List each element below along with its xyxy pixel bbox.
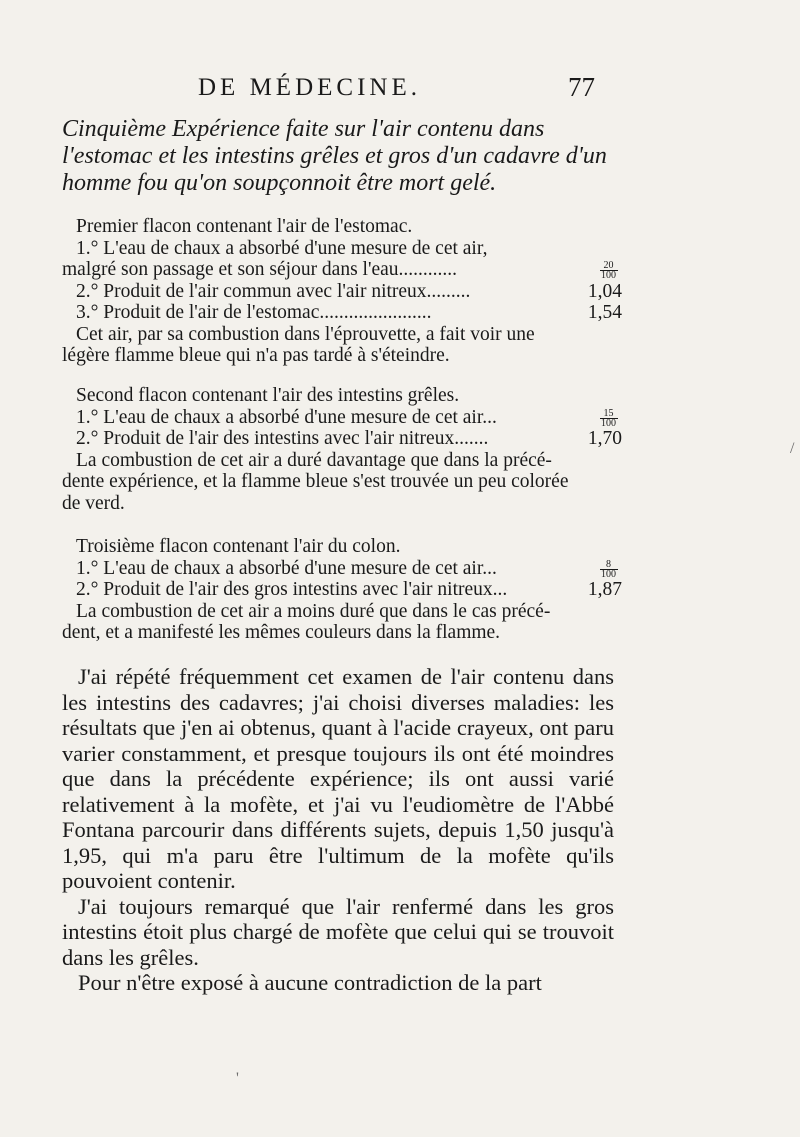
page-header <box>0 70 800 106</box>
flask-3-section <box>62 536 622 644</box>
page-number: 77 <box>568 72 595 102</box>
paragraph: J'ai toujours remarqué que l'air renfermé dans les gros intestins étoit plus chargé de mofète que celui qui se trouvoit dans les grêles. <box>62 893 614 970</box>
flask-1-heading: Premier flacon contenant l'air de l'estomac. <box>76 216 413 237</box>
experiment-title: Cinquième Expérience faite sur l'air contenu dans l'estomac et les intestins grêles et gros d'un cadavre d'un homme fou qu'on soupçonnoit être mort gelé. <box>62 116 607 196</box>
fraction-numerator: 15 <box>603 407 614 419</box>
flask-1-line-4-value: 1,54 <box>587 302 622 323</box>
flask-3-line-1-text: 1.° L'eau de chaux a absorbé d'une mesure de cet air... <box>76 557 497 579</box>
paragraph: Pour n'être exposé à aucune contradiction de la part <box>78 970 542 995</box>
fraction-denominator: 100 <box>601 568 616 580</box>
paragraph: J'ai répété fréquemment cet examen de l'air contenu dans les intestins des cadavres; j'ai choisi diverses maladies: les résultats que j'en ai obtenus, quant à l'acide crayeux, ont paru varier constamment, et presque toujours ils ont été moindres que dans la précédente expérience; ils ont aussi varié relativement à la mofète, et j'ai vu l'eudiomètre de l'Abbé Fontana parcourir dans différents sujets, depuis 1,50 jusqu'à 1,95, qui m'a paru être l'ultimum de la mofète qu'ils pouvoient contenir. <box>62 664 614 893</box>
flask-1-line-2-text: malgré son passage et son séjour dans l'eau............ <box>62 259 458 280</box>
flask-1-fraction <box>599 261 618 280</box>
fraction-numerator: 20 <box>603 260 614 271</box>
flask-2-line-1 <box>62 407 622 429</box>
flask-1-line-2 <box>62 259 622 281</box>
flask-2-line-4: dente expérience, et la flamme bleue s'est trouvée un peu colorée <box>62 471 569 492</box>
main-text <box>62 664 614 996</box>
flask-2-heading: Second flacon contenant l'air des intestins grêles. <box>76 385 460 406</box>
flask-3-line-2-value: 1,87 <box>587 579 622 600</box>
flask-1-line-5: Cet air, par sa combustion dans l'éprouvette, a fait voir une <box>76 323 535 345</box>
fraction-denominator: 100 <box>601 417 616 429</box>
flask-1-line-4 <box>62 302 622 324</box>
flask-3-line-1 <box>62 558 622 580</box>
flask-1-line-6: légère flamme bleue qui n'a pas tardé à s'éteindre. <box>62 345 450 366</box>
fraction-denominator: 100 <box>601 270 616 281</box>
fraction-numerator: 8 <box>606 558 611 570</box>
flask-1-line-3-text: 2.° Produit de l'air commun avec l'air nitreux......... <box>76 280 471 302</box>
flask-3-fraction <box>599 560 618 579</box>
flask-2-section <box>62 385 622 514</box>
flask-1-line-3-value: 1,04 <box>587 280 622 302</box>
flask-3-heading: Troisième flacon contenant l'air du colon. <box>76 536 401 557</box>
flask-1-line-1: 1.° L'eau de chaux a absorbé d'une mesure de cet air, <box>76 237 488 259</box>
margin-mark: / <box>790 440 795 457</box>
margin-mark: ' <box>236 1070 239 1087</box>
flask-3-line-2 <box>62 579 622 601</box>
running-head: DE MÉDECINE. <box>198 74 421 101</box>
flask-2-fraction <box>599 409 618 428</box>
flask-2-line-2-text: 2.° Produit de l'air des intestins avec l'air nitreux....... <box>76 428 489 449</box>
flask-2-line-5: de verd. <box>62 492 125 514</box>
flask-2-line-1-text: 1.° L'eau de chaux a absorbé d'une mesure de cet air... <box>76 406 497 428</box>
flask-2-line-2-value: 1,70 <box>587 428 622 449</box>
flask-2-line-3: La combustion de cet air a duré davantage que dans la précé- <box>76 449 552 471</box>
flask-1-line-4-text: 3.° Produit de l'air de l'estomac....................... <box>76 302 432 323</box>
flask-1-line-3 <box>62 281 622 303</box>
flask-2-line-2 <box>62 428 622 450</box>
flask-3-line-4: dent, et a manifesté les mêmes couleurs dans la flamme. <box>62 622 501 643</box>
flask-3-line-2-text: 2.° Produit de l'air des gros intestins avec l'air nitreux... <box>76 579 508 600</box>
flask-3-line-3: La combustion de cet air a moins duré que dans le cas précé- <box>76 600 551 622</box>
flask-1-section <box>62 216 622 367</box>
